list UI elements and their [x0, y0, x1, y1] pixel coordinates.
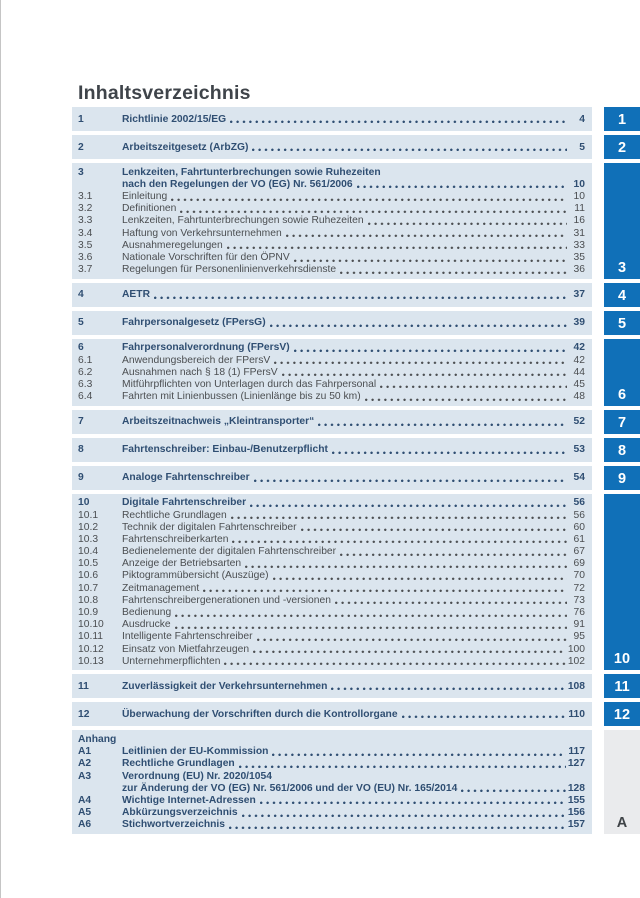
dot-leader: [380, 380, 567, 389]
thumb-tab-11: [604, 674, 640, 698]
entry-page: 52: [573, 416, 585, 428]
dot-leader: [224, 657, 565, 666]
thumb-tab-label: 12: [613, 707, 631, 724]
entry-number: 3.2: [78, 203, 93, 215]
entry-number: 12: [78, 708, 90, 720]
entry-number: 3.3: [78, 215, 93, 227]
entry-number: 6.4: [78, 391, 93, 403]
dot-leader: [154, 291, 567, 300]
entry-number: 6.3: [78, 378, 93, 390]
entry-title: Arbeitszeitgesetz (ArbZG): [122, 141, 249, 153]
toc-entry: [78, 354, 585, 366]
entry-page: 69: [573, 558, 585, 570]
toc-entry: [78, 113, 585, 125]
toc-entry: [78, 416, 585, 428]
toc-entry: [78, 594, 585, 606]
toc-entry: [78, 166, 585, 178]
dot-leader: [318, 418, 567, 427]
dot-leader: [273, 572, 568, 581]
entry-title: AETR: [122, 289, 151, 301]
dot-leader: [357, 180, 567, 189]
entry-title: Zuverlässigkeit der Verkehrsunternehmen: [122, 680, 328, 692]
scan-edge-artifact: [0, 0, 1, 898]
entry-page: 11: [574, 203, 585, 215]
entry-page: 42: [573, 342, 585, 354]
entry-title: Anzeige der Betriebsarten: [122, 558, 242, 570]
dot-leader: [175, 621, 567, 630]
dot-leader: [301, 523, 567, 532]
entry-number: 3.1: [78, 191, 93, 203]
thumb-tab-12: [604, 702, 640, 726]
entry-number: 10.7: [78, 582, 99, 594]
entry-number: 7: [78, 416, 84, 428]
entry-page: 39: [573, 317, 585, 329]
entry-title: Fahrtenschreiber: Einbau-/Benutzerpflicht: [122, 444, 328, 456]
toc-entry: [78, 251, 585, 263]
entry-title: Fahrtenschreibergenerationen und -versionen: [122, 594, 331, 606]
entry-number: A6: [78, 819, 92, 831]
toc-entry: [78, 141, 585, 153]
dot-leader: [257, 633, 567, 642]
entry-number: 10.8: [78, 594, 99, 606]
entry-page: 156: [567, 807, 585, 819]
toc-entry: [78, 215, 585, 227]
toc-entry: [78, 390, 585, 402]
entry-title: Intelligente Fahrtenschreiber: [122, 631, 253, 643]
thumb-tab-label: 10: [613, 651, 631, 668]
dot-leader: [227, 241, 567, 250]
entry-number: 2: [78, 141, 84, 153]
entry-number: A1: [78, 746, 92, 758]
entry-page: 95: [573, 631, 585, 643]
entry-title: Regelungen für Personenlinienverkehrsdienste: [122, 264, 337, 276]
toc-entry: [78, 643, 585, 655]
toc-entry: [78, 472, 585, 484]
entry-number: 3: [78, 166, 84, 178]
dot-leader: [340, 548, 567, 557]
toc-entry: [78, 680, 585, 692]
toc-entry: [78, 606, 585, 618]
toc-entry: [78, 444, 585, 456]
toc-entry: [78, 203, 585, 215]
entry-title: Technik der digitalen Fahrtenschreiber: [122, 521, 297, 533]
toc-section-8: [72, 438, 592, 462]
entry-title: Einsatz von Mietfahrzeugen: [122, 643, 250, 655]
toc-entry: [78, 794, 585, 806]
entry-number: 10.2: [78, 521, 99, 533]
dot-leader: [175, 609, 567, 618]
thumb-tab-label: 6: [617, 386, 627, 403]
entry-number: A3: [78, 770, 92, 782]
thumb-tab-label: 4: [617, 287, 627, 304]
entry-title: Einleitung: [122, 191, 168, 203]
toc-section-6: [72, 339, 592, 406]
dot-leader: [335, 596, 567, 605]
entry-number: 10.1: [78, 509, 99, 521]
entry-title: Bedienung: [122, 607, 172, 618]
entry-title: Definitionen: [122, 203, 177, 215]
toc-entry: [78, 190, 585, 202]
entry-title: Verordnung (EU) Nr. 2020/1054: [122, 770, 272, 782]
entry-title: Ausnahmeregelungen: [122, 239, 223, 251]
toc-entry: [78, 770, 585, 782]
thumb-tab-4: [604, 283, 640, 307]
entry-page: 76: [573, 607, 585, 618]
entry-number: 10.11: [78, 631, 104, 643]
toc-entry: [78, 758, 585, 770]
toc-entry: [78, 378, 585, 390]
toc-entry: [78, 631, 585, 643]
entry-title: Piktogrammübersicht (Auszüge): [122, 570, 269, 582]
toc-entry: [78, 619, 585, 631]
toc-section-12: [72, 702, 592, 726]
entry-page: 31: [573, 227, 585, 239]
entry-title: Zeitmanagement: [122, 582, 200, 594]
dot-leader: [232, 535, 567, 544]
toc-entry: [78, 264, 585, 276]
entry-title: Rechtliche Grundlagen: [122, 509, 227, 521]
entry-number: 11: [78, 680, 89, 692]
toc-entry: [78, 178, 585, 190]
entry-title: Lenkzeiten, Fahrtunterbrechungen sowie Ruhezeiten: [122, 166, 381, 178]
toc-entry: [78, 806, 585, 818]
entry-number: 6: [78, 342, 84, 354]
dot-leader: [272, 748, 566, 757]
entry-number: 9: [78, 472, 84, 484]
dot-leader: [461, 784, 565, 793]
thumb-tab-label: 7: [617, 414, 627, 431]
dot-leader: [203, 584, 567, 593]
entry-page: 54: [573, 472, 585, 484]
entry-page: 73: [573, 594, 585, 606]
entry-page: 67: [573, 546, 585, 558]
dot-leader: [231, 511, 567, 520]
toc-entry: [78, 708, 585, 720]
entry-number: 10.9: [78, 607, 99, 618]
entry-title: Fahrpersonalgesetz (FPersG): [122, 317, 266, 329]
toc-entry: [78, 342, 585, 354]
entry-page: 155: [567, 794, 585, 806]
entry-number: 10.10: [78, 619, 104, 631]
entry-page: 42: [573, 354, 585, 366]
entry-number: 10.4: [78, 546, 99, 558]
entry-page: 61: [573, 533, 585, 545]
entry-number: 3.5: [78, 239, 93, 251]
entry-title: Leitlinien der EU-Kommission: [122, 746, 269, 758]
entry-title: Anwendungsbereich der FPersV: [122, 354, 271, 366]
dot-leader: [239, 760, 566, 769]
toc-section-11: [72, 674, 592, 698]
entry-number: A4: [78, 794, 92, 806]
page-title: Inhaltsverzeichnis: [78, 82, 251, 104]
entry-title: Abkürzungsverzeichnis: [122, 807, 238, 819]
toc-entry: [78, 733, 585, 745]
entry-page: 128: [567, 782, 585, 794]
thumb-tab-label: A: [616, 814, 628, 831]
dot-leader: [242, 809, 566, 818]
entry-title: zur Änderung der VO (EG) Nr. 561/2006 und der VO (EU) Nr. 165/2014: [122, 782, 458, 794]
entry-number: 6.1: [78, 354, 93, 366]
toc-entry: [78, 819, 585, 831]
thumb-tab-label: 11: [614, 679, 630, 696]
toc-section-1: [72, 107, 592, 131]
toc-section-7: [72, 410, 592, 434]
thumb-tab-a: [604, 730, 640, 834]
toc-section-3: [72, 163, 592, 279]
dot-leader: [282, 368, 567, 377]
thumb-tab-label: 1: [617, 112, 627, 128]
entry-page: 100: [567, 643, 585, 655]
toc-entry: [78, 366, 585, 378]
entry-number: A2: [78, 758, 92, 770]
dot-leader: [252, 143, 567, 152]
thumb-tab-9: [604, 466, 640, 490]
dot-leader: [229, 821, 566, 830]
entry-title: Mitführpflichten von Unterlagen durch das Fahrpersonal: [122, 378, 377, 390]
entry-title: Unternehmerpflichten: [122, 655, 221, 667]
entry-page: 10: [573, 191, 585, 203]
dot-leader: [250, 499, 567, 508]
thumb-tab-3: [604, 163, 640, 279]
entry-page: 10: [573, 178, 585, 190]
toc-entry: [78, 545, 585, 557]
entry-page: 45: [573, 378, 585, 390]
entry-page: 102: [567, 655, 585, 667]
toc-section-9: [72, 466, 592, 490]
anhang-label: Anhang: [78, 733, 117, 745]
entry-title: Richtlinie 2002/15/EG: [122, 113, 227, 125]
entry-page: 5: [579, 141, 585, 153]
dot-leader: [230, 115, 567, 124]
dot-leader: [331, 682, 565, 691]
thumb-tab-5: [604, 311, 640, 335]
toc-entry: [78, 289, 585, 301]
entry-number: A5: [78, 807, 92, 819]
thumb-tab-2: [604, 135, 640, 159]
entry-title: Arbeitszeitnachweis „Kleintransporter“: [122, 416, 315, 428]
thumb-tab-label: 2: [617, 140, 627, 156]
dot-leader: [274, 356, 567, 365]
entry-page: 53: [573, 444, 585, 456]
dot-leader: [171, 193, 567, 202]
thumb-tab-10: [604, 494, 640, 671]
entry-title: Haftung von Verkehrsunternehmen: [122, 227, 282, 239]
entry-page: 108: [567, 680, 585, 692]
toc-entry: [78, 558, 585, 570]
dot-leader: [332, 446, 567, 455]
toc-entry: [78, 655, 585, 667]
entry-title: Ausdrucke: [122, 619, 171, 631]
dot-leader: [254, 474, 567, 483]
entry-title: Analoge Fahrtenschreiber: [122, 472, 250, 484]
entry-page: 16: [573, 215, 585, 227]
entry-title: Fahrpersonalverordnung (FPersV): [122, 342, 290, 354]
entry-number: 6.2: [78, 366, 93, 378]
thumb-tab-6: [604, 339, 640, 406]
entry-number: 10.6: [78, 570, 99, 582]
toc-entry: [78, 521, 585, 533]
dot-leader: [253, 645, 566, 654]
entry-page: 72: [573, 582, 585, 594]
dot-leader: [180, 205, 567, 214]
thumb-tab-label: 9: [617, 470, 627, 487]
toc-entry: [78, 227, 585, 239]
toc-entry: [78, 582, 585, 594]
toc-entry: [78, 497, 585, 509]
dot-leader: [402, 710, 567, 719]
entry-number: 4: [78, 289, 84, 301]
entry-title: Wichtige Internet-Adressen: [122, 794, 256, 806]
entry-page: 127: [567, 758, 585, 770]
toc-section-10: [72, 494, 592, 671]
entry-number: 3.7: [78, 264, 93, 276]
dot-leader: [340, 266, 567, 275]
entry-number: 10.12: [78, 643, 104, 655]
entry-title: Fahrten mit Linienbussen (Linienlänge bis zu 50 km): [122, 391, 361, 403]
entry-number: 3.6: [78, 252, 93, 263]
entry-number: 3.4: [78, 227, 93, 239]
dot-leader: [294, 344, 567, 353]
entry-page: 35: [573, 252, 585, 263]
dot-leader: [270, 319, 567, 328]
entry-page: 37: [573, 289, 585, 301]
dot-leader: [245, 560, 567, 569]
entry-page: 48: [573, 391, 585, 403]
entry-title: Digitale Fahrtenschreiber: [122, 497, 247, 509]
entry-title: nach den Regelungen der VO (EG) Nr. 561/2006: [122, 178, 353, 190]
toc-body: [72, 107, 592, 838]
entry-title: Stichwortverzeichnis: [122, 819, 225, 831]
thumb-tab-label: 5: [617, 315, 627, 332]
entry-number: 5: [78, 317, 84, 329]
entry-number: 10: [78, 497, 90, 509]
entry-page: 70: [573, 570, 585, 582]
entry-page: 33: [573, 239, 585, 251]
entry-page: 56: [573, 497, 585, 509]
entry-page: 91: [573, 619, 585, 631]
entry-page: 157: [567, 819, 585, 831]
toc-entry: [78, 745, 585, 757]
dot-leader: [365, 393, 567, 402]
toc-entry: [78, 570, 585, 582]
dot-leader: [368, 217, 567, 226]
entry-page: 110: [568, 708, 585, 720]
toc-entry: [78, 509, 585, 521]
entry-title: Lenkzeiten, Fahrtunterbrechungen sowie Ruhezeiten: [122, 215, 364, 227]
entry-title: Rechtliche Grundlagen: [122, 758, 235, 770]
entry-page: 4: [579, 113, 585, 125]
toc-section-5: [72, 311, 592, 335]
entry-title: Bedienelemente der digitalen Fahrtenschreiber: [122, 546, 337, 558]
entry-page: 117: [568, 746, 585, 758]
entry-title: Überwachung der Vorschriften durch die Kontrollorgane: [122, 708, 398, 720]
toc-section-A: [72, 730, 592, 834]
dot-leader: [294, 254, 567, 263]
entry-title: Ausnahmen nach § 18 (1) FPersV: [122, 366, 278, 378]
dot-leader: [286, 229, 567, 238]
toc-entry: [78, 239, 585, 251]
entry-number: 10.5: [78, 558, 99, 570]
entry-title: Nationale Vorschriften für den ÖPNV: [122, 252, 290, 263]
thumb-tab-7: [604, 410, 640, 434]
dot-leader: [260, 796, 566, 805]
entry-page: 56: [573, 509, 585, 521]
toc-entry: [78, 533, 585, 545]
entry-number: 1: [78, 113, 84, 125]
thumb-tab-label: 8: [617, 442, 627, 459]
entry-title: Fahrtenschreiberkarten: [122, 533, 229, 545]
toc-section-2: [72, 135, 592, 159]
entry-number: 8: [78, 444, 84, 456]
toc-entry: [78, 317, 585, 329]
thumb-tab-label: 3: [617, 259, 627, 276]
thumb-tab-8: [604, 438, 640, 462]
entry-page: 36: [573, 264, 585, 276]
entry-page: 60: [573, 521, 585, 533]
toc-entry: [78, 782, 585, 794]
thumb-tab-1: [604, 107, 640, 131]
entry-number: 10.3: [78, 533, 99, 545]
toc-section-4: [72, 283, 592, 307]
entry-number: 10.13: [78, 655, 104, 667]
entry-page: 44: [573, 366, 585, 378]
